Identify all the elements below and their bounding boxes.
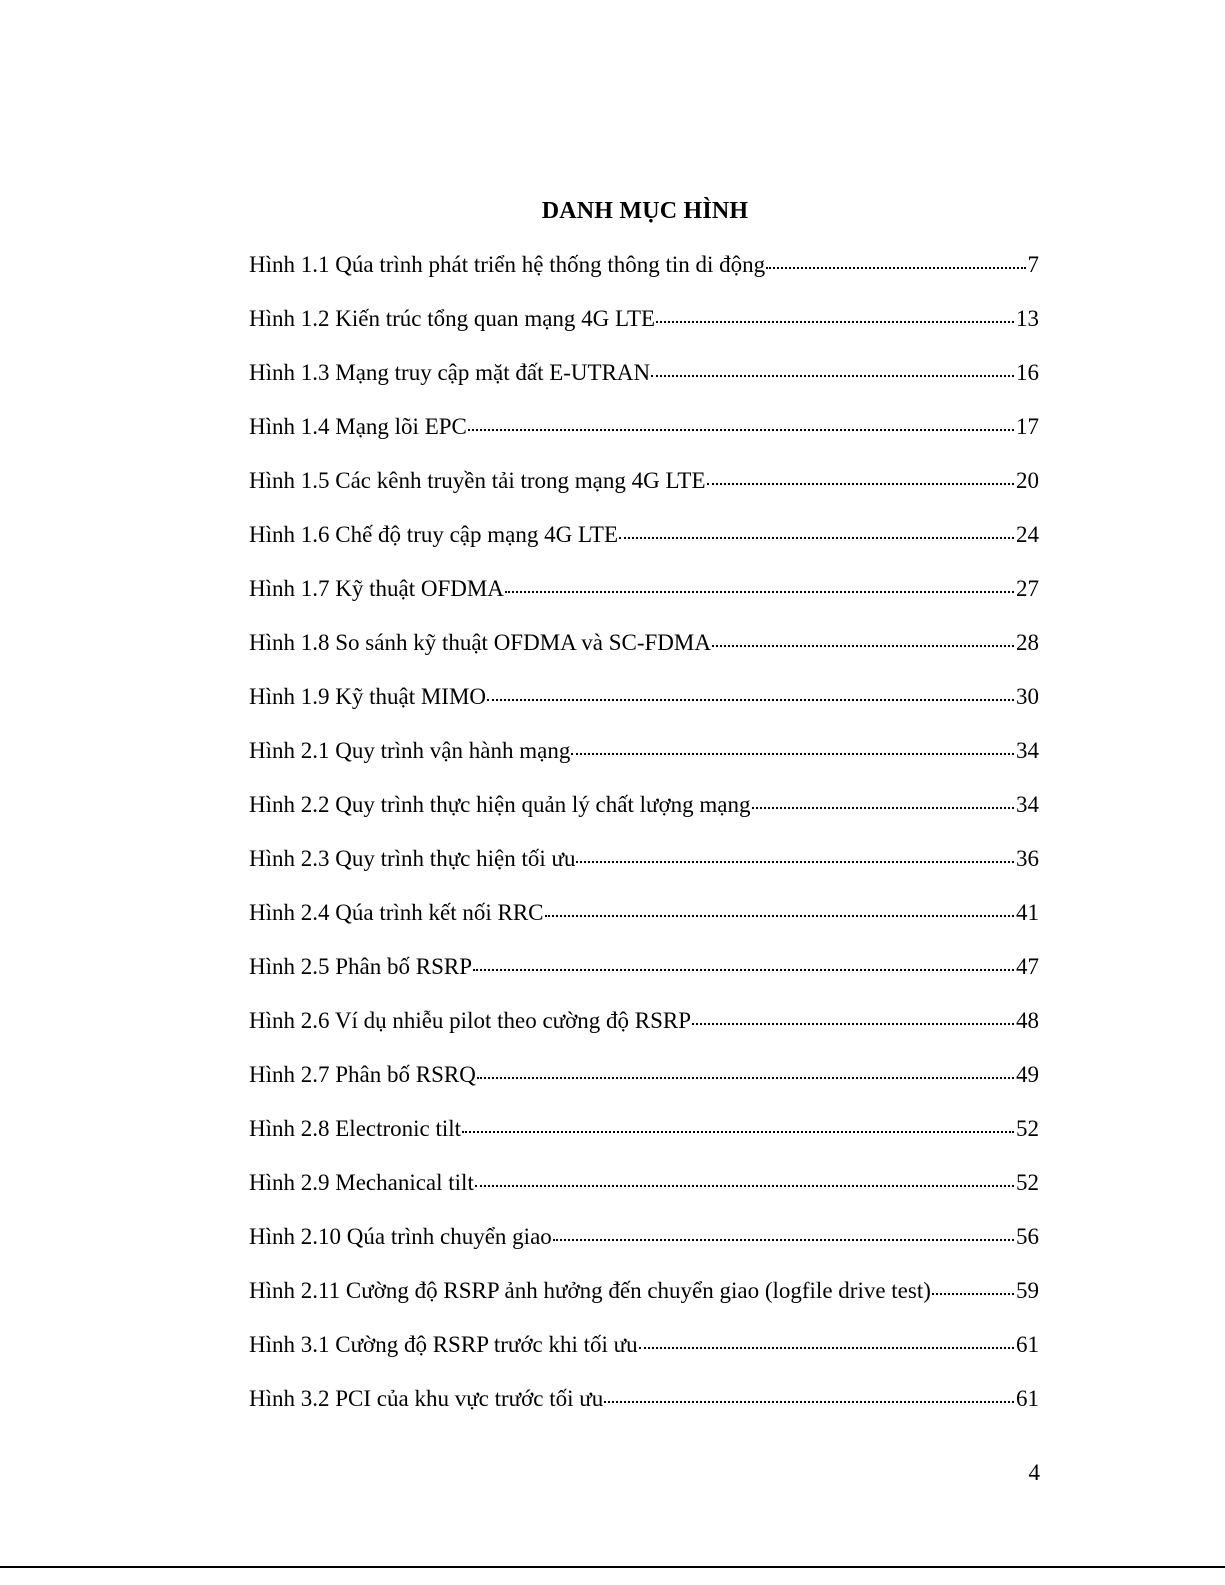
- figure-entry-page: 61: [1016, 1386, 1039, 1411]
- figure-entry-page: 28: [1016, 630, 1039, 655]
- figure-entry-label: Hình 1.1 Qúa trình phát triển hệ thống thông tin di động: [249, 252, 766, 277]
- figure-entry-label: Hình 1.7 Kỹ thuật OFDMA: [249, 576, 504, 601]
- figure-entry-page: 27: [1016, 576, 1039, 601]
- figure-entry[interactable]: [249, 1166, 1039, 1220]
- figure-entry-page: 52: [1016, 1116, 1039, 1141]
- figure-entry-page: 36: [1016, 846, 1039, 871]
- figure-entry-label: Hình 1.5 Các kênh truyền tải trong mạng 4G LTE: [249, 468, 706, 493]
- dot-leader: [473, 968, 1014, 971]
- figure-entry-label: Hình 1.3 Mạng truy cập mặt đất E-UTRAN: [249, 360, 651, 385]
- figure-entry-page: 41: [1016, 900, 1039, 925]
- figure-entry[interactable]: [249, 842, 1039, 896]
- figure-entry-page: 20: [1016, 468, 1039, 493]
- figure-entry-page: 13: [1016, 306, 1039, 331]
- figure-entry-label: Hình 2.9 Mechanical tilt: [249, 1170, 474, 1195]
- figure-entry[interactable]: [249, 734, 1039, 788]
- figure-entry[interactable]: [249, 1058, 1039, 1112]
- figure-entry-label: Hình 1.2 Kiến trúc tổng quan mạng 4G LTE: [249, 306, 656, 331]
- figure-entry[interactable]: [249, 248, 1039, 302]
- figure-entry-page: 49: [1016, 1062, 1039, 1087]
- figure-entry-page: 56: [1016, 1224, 1039, 1249]
- figure-entry[interactable]: [249, 572, 1039, 626]
- figure-entry[interactable]: [249, 410, 1039, 464]
- figure-entry-label: Hình 2.6 Ví dụ nhiễu pilot theo cường độ RSRP: [249, 1008, 692, 1033]
- figure-entry-label: Hình 1.9 Kỹ thuật MIMO: [249, 684, 487, 709]
- figure-entry-label: Hình 2.5 Phân bố RSRP: [249, 954, 473, 979]
- figure-entry[interactable]: [249, 1004, 1039, 1058]
- figure-entry-label: Hình 2.1 Quy trình vận hành mạng: [249, 738, 571, 763]
- dot-leader: [553, 1238, 1014, 1241]
- figure-entry-label: Hình 2.8 Electronic tilt: [249, 1116, 462, 1141]
- dot-leader: [505, 590, 1014, 593]
- dot-leader: [752, 806, 1015, 809]
- figure-entry[interactable]: [249, 1274, 1039, 1328]
- dot-leader: [712, 644, 1014, 647]
- figure-entry-page: 47: [1016, 954, 1039, 979]
- figure-entry-label: Hình 3.2 PCI của khu vực trước tối ưu: [249, 1386, 604, 1411]
- dot-leader: [576, 860, 1014, 863]
- page-number: 4: [1028, 1460, 1040, 1485]
- dot-leader: [468, 428, 1014, 431]
- figure-entry-page: 17: [1016, 414, 1039, 439]
- page-title: DANH MỤC HÌNH: [541, 198, 749, 224]
- dot-leader: [545, 914, 1014, 917]
- figure-entry[interactable]: [249, 788, 1039, 842]
- figure-entry-page: 61: [1016, 1332, 1039, 1357]
- figure-entry-label: Hình 1.4 Mạng lõi EPC: [249, 414, 467, 439]
- figure-entry[interactable]: [249, 1328, 1039, 1382]
- figure-list: [249, 248, 1039, 1436]
- figure-entry-label: Hình 1.6 Chế độ truy cập mạng 4G LTE: [249, 522, 619, 547]
- dot-leader: [475, 1184, 1014, 1187]
- figure-entry-page: 48: [1016, 1008, 1039, 1033]
- dot-leader: [766, 266, 1025, 269]
- figure-entry-label: Hình 2.7 Phân bố RSRQ: [249, 1062, 476, 1087]
- dot-leader: [639, 1346, 1014, 1349]
- figure-entry-page: 34: [1016, 738, 1039, 763]
- figure-entry[interactable]: [249, 1382, 1039, 1436]
- figure-entry[interactable]: [249, 1112, 1039, 1166]
- figure-entry[interactable]: [249, 518, 1039, 572]
- dot-leader: [604, 1400, 1014, 1403]
- figure-entry[interactable]: [249, 626, 1039, 680]
- figure-entry[interactable]: [249, 356, 1039, 410]
- figure-entry-label: Hình 2.2 Quy trình thực hiện quản lý chất lượng mạng: [249, 792, 751, 817]
- dot-leader: [692, 1022, 1014, 1025]
- figure-entry[interactable]: [249, 680, 1039, 734]
- figure-entry-label: Hình 1.8 So sánh kỹ thuật OFDMA và SC-FDMA: [249, 630, 711, 655]
- figure-entry-page: 24: [1016, 522, 1039, 547]
- figure-entry-page: 59: [1016, 1278, 1039, 1303]
- dot-leader: [651, 374, 1014, 377]
- figure-entry[interactable]: [249, 896, 1039, 950]
- dot-leader: [932, 1292, 1014, 1295]
- dot-leader: [707, 482, 1014, 485]
- figure-entry[interactable]: [249, 302, 1039, 356]
- figure-entry[interactable]: [249, 950, 1039, 1004]
- figure-entry[interactable]: [249, 464, 1039, 518]
- dot-leader: [462, 1130, 1014, 1133]
- figure-entry-label: Hình 2.3 Quy trình thực hiện tối ưu: [249, 846, 576, 871]
- figure-entry-page: 7: [1027, 252, 1039, 277]
- dot-leader: [656, 320, 1014, 323]
- dot-leader: [477, 1076, 1014, 1079]
- figure-entry-label: Hình 2.4 Qúa trình kết nối RRC: [249, 900, 544, 925]
- bottom-divider: [0, 1566, 1225, 1568]
- figure-entry[interactable]: [249, 1220, 1039, 1274]
- figure-entry-page: 16: [1016, 360, 1039, 385]
- figure-entry-page: 34: [1016, 792, 1039, 817]
- dot-leader: [571, 752, 1014, 755]
- dot-leader: [487, 698, 1014, 701]
- figure-entry-label: Hình 3.1 Cường độ RSRP trước khi tối ưu: [249, 1332, 638, 1357]
- figure-entry-page: 52: [1016, 1170, 1039, 1195]
- dot-leader: [619, 536, 1014, 539]
- figure-entry-label: Hình 2.10 Qúa trình chuyển giao: [249, 1224, 552, 1249]
- figure-entry-page: 30: [1016, 684, 1039, 709]
- figure-entry-label: Hình 2.11 Cường độ RSRP ảnh hưởng đến chuyển giao (logfile drive test): [249, 1278, 931, 1303]
